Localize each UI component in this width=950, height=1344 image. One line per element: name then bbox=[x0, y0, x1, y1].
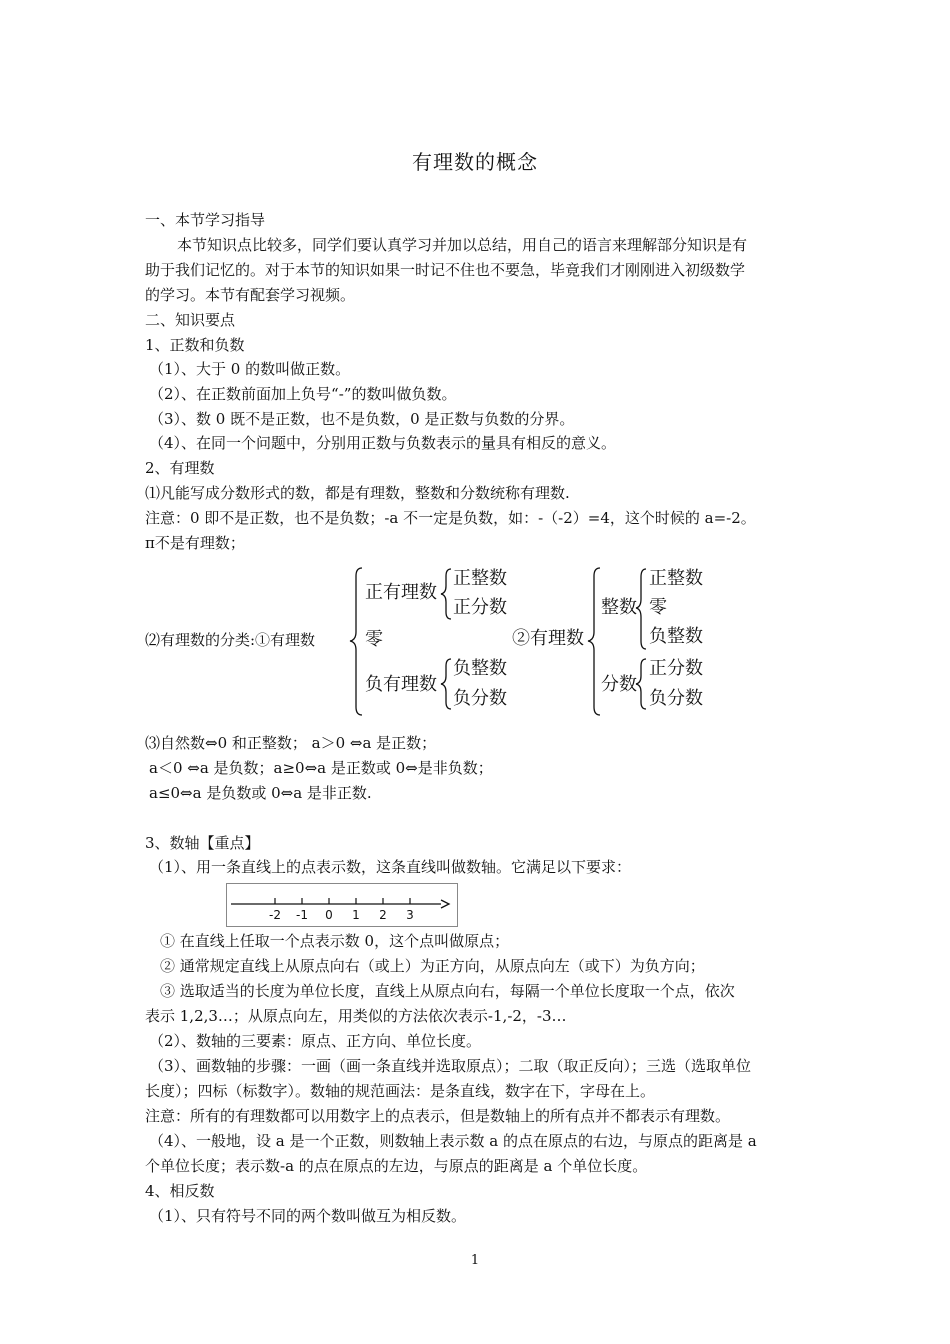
list-item: 长度）；四标（标数字）。数轴的规范画法：是条直线，数字在下，字母在上。 bbox=[145, 1082, 656, 1100]
list-item: 个单位长度；表示数-a 的点在原点的左边，与原点的距离是 a 个单位长度。 bbox=[145, 1157, 648, 1175]
page-title: 有理数的概念 bbox=[412, 150, 538, 174]
list-item: （2）、数轴的三要素：原点、正方向、单位长度。 bbox=[149, 1032, 482, 1050]
axis-tick-label: 1 bbox=[352, 908, 360, 922]
list-item: ⑴凡能写成分数形式的数，都是有理数，整数和分数统称有理数. bbox=[145, 484, 570, 502]
classification-label: ⑵有理数的分类:①有理数 bbox=[145, 631, 316, 649]
int-pos-label: 正整数 bbox=[649, 568, 703, 589]
zero-label: 零 bbox=[365, 629, 383, 650]
integers-label: 整数 bbox=[601, 597, 637, 618]
number-line-figure bbox=[226, 883, 458, 927]
list-item: （2）、在正数前面加上负号“-”的数叫做负数。 bbox=[149, 385, 457, 403]
list-item: （1）、大于 0 的数叫做正数。 bbox=[149, 360, 351, 378]
subsection-heading: 2、有理数 bbox=[145, 459, 215, 477]
note-line: 注意：0 即不是正数，也不是负数；-a 不一定是负数，如：-（-2）=4，这个时候的 a=-2。 bbox=[145, 509, 756, 527]
list-item: （1）、只有符号不同的两个数叫做互为相反数。 bbox=[149, 1207, 467, 1225]
list-item: （3）、数 0 既不是正数，也不是负数，0 是正数与负数的分界。 bbox=[149, 410, 575, 428]
equivalence-line: ⑶自然数⇔0 和正整数； a＞0 ⇔a 是正数； bbox=[145, 734, 437, 752]
paragraph-line: 的学习。本节有配套学习视频。 bbox=[145, 286, 356, 304]
number-line-svg bbox=[227, 884, 457, 926]
axis-tick-label: -2 bbox=[269, 908, 281, 922]
list-item: ① 在直线上任取一个点表示数 0，这个点叫做原点； bbox=[160, 932, 510, 950]
note-line: 注意：所有的有理数都可以用数字上的点表示，但是数轴上的所有点并不都表示有理数。 bbox=[145, 1107, 731, 1125]
brace-neg-rational bbox=[441, 659, 451, 709]
axis-tick-label: 3 bbox=[406, 908, 414, 922]
list-item: ② 通常规定直线上从原点向右（或上）为正方向，从原点向左（或下）为负方向； bbox=[160, 957, 705, 975]
pos-int-label: 正整数 bbox=[453, 568, 507, 589]
brace-fractions bbox=[636, 659, 646, 709]
subsection-heading: 4、相反数 bbox=[145, 1182, 215, 1200]
neg-rational-label: 负有理数 bbox=[365, 674, 437, 695]
list-item: （4）、一般地，设 a 是一个正数，则数轴上表示数 a 的点在原点的右边，与原点的距离是 a bbox=[149, 1132, 757, 1150]
frac-neg-label: 负分数 bbox=[649, 688, 703, 709]
brace-main-left bbox=[350, 568, 362, 715]
paragraph-line: 助于我们记忆的。对于本节的知识如果一时记不住也不要急，毕竟我们才刚刚进入初级数学 bbox=[145, 261, 746, 279]
equivalence-line: a＜0 ⇔a 是负数；a≥0⇔a 是正数或 0⇔是非负数； bbox=[149, 759, 493, 777]
list-item: （4）、在同一个问题中，分别用正数与负数表示的量具有相反的意义。 bbox=[149, 434, 617, 452]
axis-tick-label: 2 bbox=[379, 908, 387, 922]
neg-int-label: 负整数 bbox=[453, 658, 507, 679]
axis-tick-label: -1 bbox=[296, 908, 308, 922]
brace-integers bbox=[636, 569, 646, 649]
pos-frac-label: 正分数 bbox=[453, 597, 507, 618]
classification-label-2: ②有理数 bbox=[512, 628, 584, 649]
page-number: 1 bbox=[470, 1253, 480, 1268]
int-zero-label: 零 bbox=[649, 597, 667, 618]
frac-pos-label: 正分数 bbox=[649, 658, 703, 679]
neg-frac-label: 负分数 bbox=[453, 688, 507, 709]
subsection-heading: 3、数轴【重点】 bbox=[145, 834, 260, 852]
subsection-heading: 1、正数和负数 bbox=[145, 336, 245, 354]
int-neg-label: 负整数 bbox=[649, 626, 703, 647]
section-heading: 一、本节学习指导 bbox=[145, 211, 266, 229]
list-item: （1）、用一条直线上的点表示数，这条直线叫做数轴。它满足以下要求： bbox=[149, 858, 632, 876]
list-item: ③ 选取适当的长度为单位长度，直线上从原点向右，每隔一个单位长度取一个点，依次 bbox=[160, 982, 735, 1000]
list-item: （3）、画数轴的步骤：一画（画一条直线并选取原点）；二取（取正反向）；三选（选取单位 bbox=[149, 1057, 752, 1075]
pos-rational-label: 正有理数 bbox=[365, 582, 437, 603]
axis-tick-label: 0 bbox=[325, 908, 333, 922]
axis-arrow bbox=[441, 900, 449, 908]
fractions-label: 分数 bbox=[601, 674, 637, 695]
brace-main-right bbox=[588, 568, 600, 715]
note-line: π不是有理数； bbox=[145, 534, 245, 552]
equivalence-line: a≤0⇔a 是负数或 0⇔a 是非正数. bbox=[149, 784, 372, 802]
list-item: 表示 1,2,3…；从原点向左，用类似的方法依次表示-1,-2，-3… bbox=[145, 1007, 567, 1025]
paragraph-line: 本节知识点比较多，同学们要认真学习并加以总结，用自己的语言来理解部分知识是有 bbox=[177, 236, 748, 254]
section-heading: 二、知识要点 bbox=[145, 311, 236, 329]
brace-pos-rational bbox=[441, 569, 451, 619]
